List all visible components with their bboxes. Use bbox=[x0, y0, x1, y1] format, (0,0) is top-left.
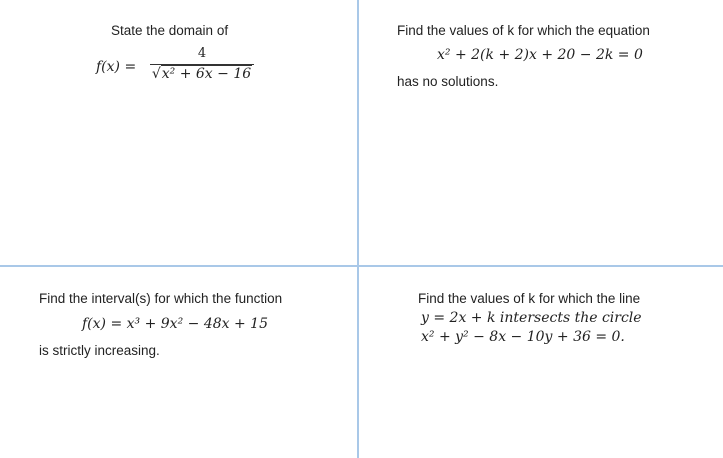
q3-equation: f(x) = x³ + 9x² − 48x + 15 bbox=[82, 316, 268, 332]
q2-equation: x² + 2(k + 2)x + 20 − 2k = 0 bbox=[437, 47, 643, 63]
q3-suffix: is strictly increasing. bbox=[39, 343, 160, 358]
q4-prompt: Find the values of k for which the line bbox=[418, 291, 641, 306]
q1-lhs: f(x) = bbox=[96, 59, 137, 75]
horizontal-divider bbox=[0, 265, 723, 267]
q2-prompt: Find the values of k for which the equation bbox=[397, 23, 650, 38]
q4-line3: x² + y² − 8x − 10y + 36 = 0. bbox=[421, 329, 625, 345]
q1-radicand: x² + 6x − 16 bbox=[161, 66, 252, 82]
square-root bbox=[152, 66, 252, 82]
q1-prompt: State the domain of bbox=[111, 23, 229, 38]
radical-sign-icon: √ bbox=[151, 66, 161, 82]
vertical-divider bbox=[357, 0, 359, 458]
q1-fraction bbox=[148, 46, 256, 82]
q3-prompt: Find the interval(s) for which the function bbox=[39, 291, 283, 306]
q4-line2: y = 2x + k intersects the circle bbox=[421, 310, 642, 326]
q1-numerator: 4 bbox=[197, 46, 207, 61]
q1-denominator bbox=[148, 65, 256, 82]
q2-suffix: has no solutions. bbox=[397, 74, 499, 89]
